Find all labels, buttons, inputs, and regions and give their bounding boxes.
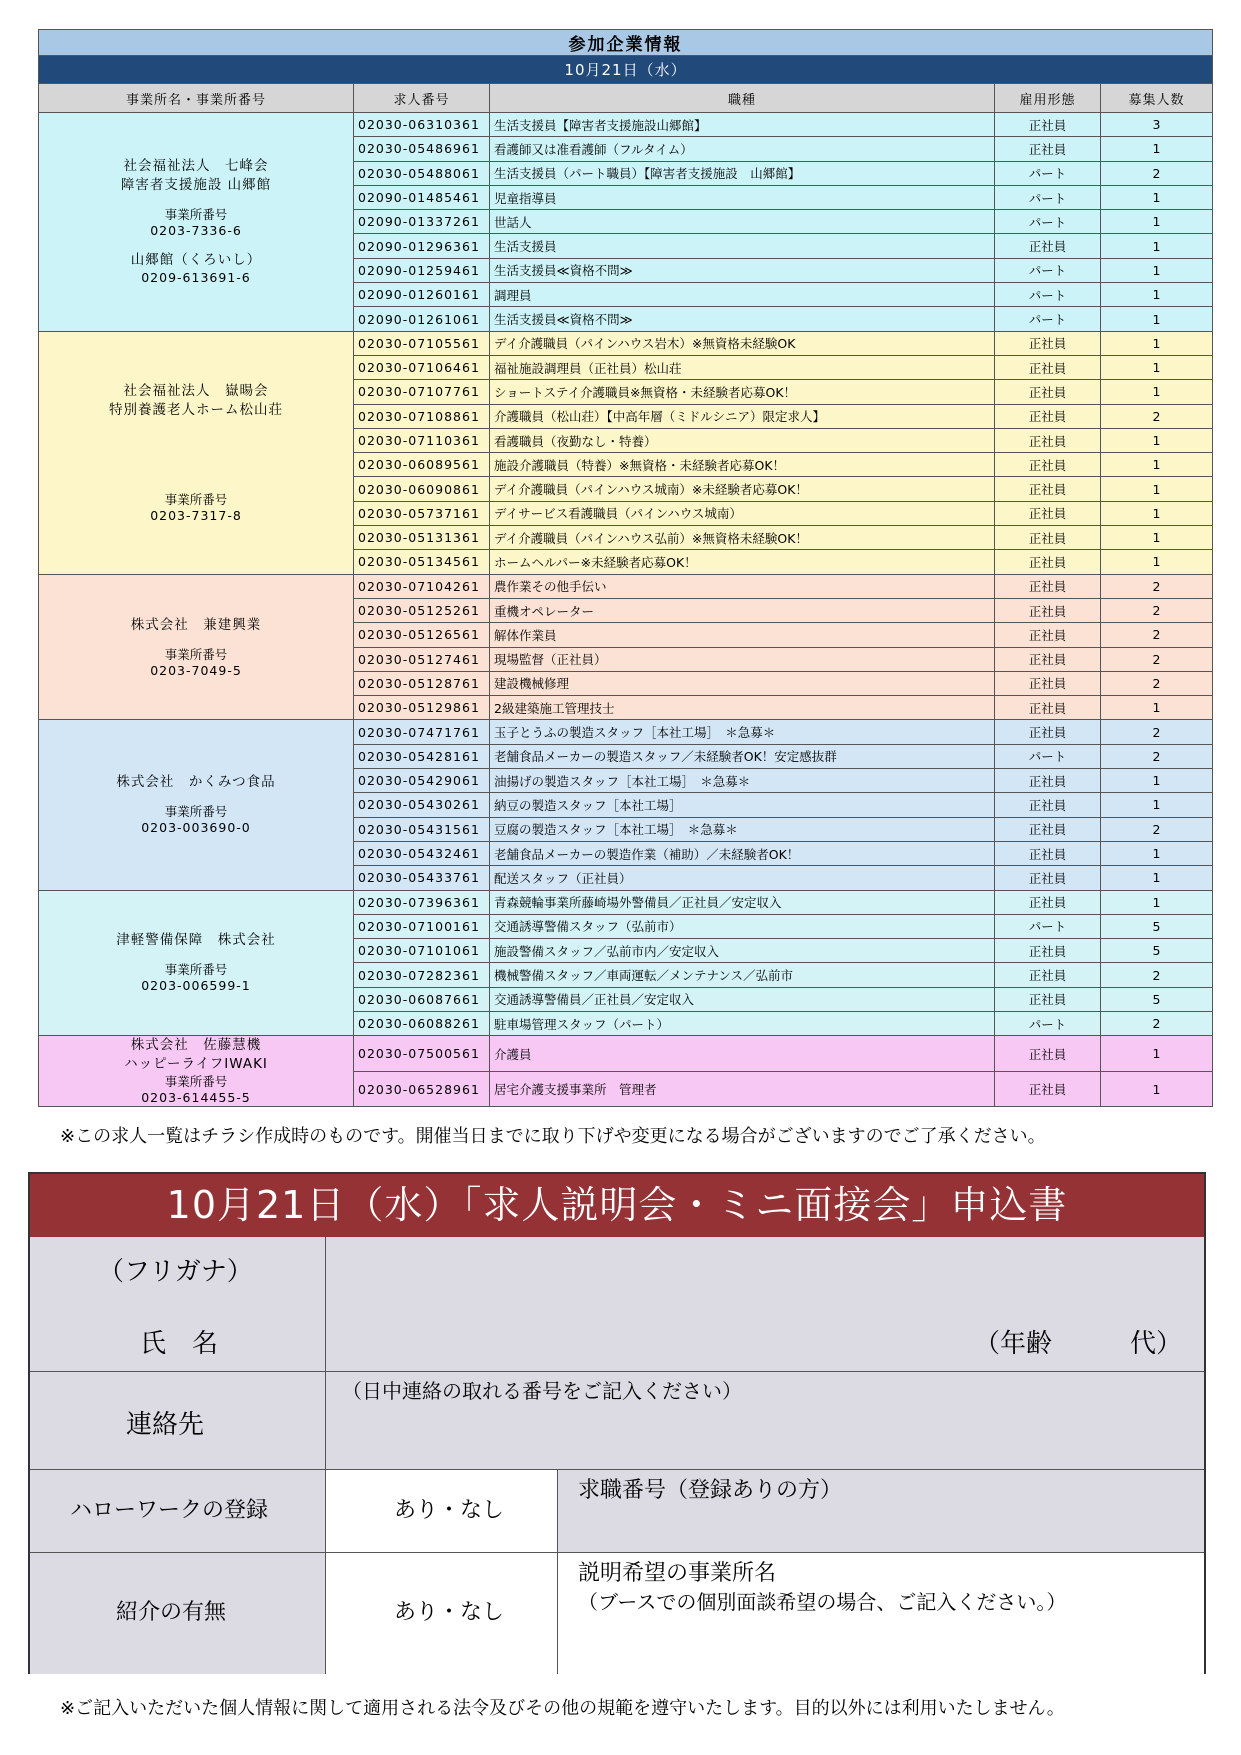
table-row: [39, 720, 1213, 744]
openings-count: 2: [1101, 671, 1213, 695]
job-number: 02030-07106461: [354, 355, 490, 379]
openings-count: 1: [1101, 696, 1213, 720]
job-number: 02090-01337261: [354, 210, 490, 234]
employment-type: 正社員: [995, 841, 1101, 865]
job-number: 02030-06089561: [354, 453, 490, 477]
column-header-openings: 募集人数: [1101, 84, 1213, 113]
job-number: 02090-01260161: [354, 283, 490, 307]
job-title: 農作業その他手伝い: [490, 574, 995, 598]
openings-count: 2: [1101, 623, 1213, 647]
job-seeker-number-field[interactable]: [558, 1470, 1204, 1553]
openings-count: 2: [1101, 963, 1213, 987]
employment-type: 正社員: [995, 574, 1101, 598]
openings-count: 2: [1101, 744, 1213, 768]
job-title: デイ介護職員（パインハウス弘前）※無資格未経験OK！: [490, 526, 995, 550]
employment-type: 正社員: [995, 987, 1101, 1011]
employer-group: [39, 720, 1213, 890]
openings-count: 2: [1101, 720, 1213, 744]
office-number: 0203-7336-6: [150, 223, 242, 239]
preferred-office-hint: （ブースでの個別面談希望の場合、ご記入ください。）: [578, 1590, 1067, 1614]
openings-count: 5: [1101, 914, 1213, 938]
openings-count: 1: [1101, 453, 1213, 477]
contact-label: 連絡先: [126, 1410, 205, 1440]
job-number: 02030-07110361: [354, 428, 490, 452]
job-listing-table: [38, 29, 1213, 1107]
job-title: 生活支援員【障害者支援施設山郷館】: [490, 113, 995, 137]
job-number: 02030-05131361: [354, 526, 490, 550]
office-number: 0203-614455-5: [141, 1090, 251, 1106]
disclaimer-note: ※この求人一覧はチラシ作成時のものです。開催当日までに取り下げや変更になる場合がございますのでご了承ください。: [60, 1126, 1046, 1147]
employer-cell: [39, 113, 354, 332]
job-title: 生活支援員≪資格不問≫: [490, 258, 995, 282]
openings-count: 1: [1101, 890, 1213, 914]
employer-group: [39, 574, 1213, 720]
table-row: [39, 1036, 1213, 1072]
job-number: 02030-05125261: [354, 598, 490, 622]
section-title: 参加企業情報: [39, 30, 1213, 56]
job-title: 世話人: [490, 210, 995, 234]
employment-type: パート: [995, 185, 1101, 209]
job-title: 生活支援員≪資格不問≫: [490, 307, 995, 331]
job-number: 02030-05127461: [354, 647, 490, 671]
table-row: [39, 574, 1213, 598]
job-number: 02030-07471761: [354, 720, 490, 744]
job-title: 看護師又は准看護師（フルタイム）: [490, 137, 995, 161]
employment-type: パート: [995, 210, 1101, 234]
job-title: 現場監督（正社員）: [490, 647, 995, 671]
name-label: 氏 名: [140, 1329, 219, 1359]
employment-type: 正社員: [995, 647, 1101, 671]
employment-type: パート: [995, 914, 1101, 938]
job-number: 02030-05737161: [354, 501, 490, 525]
openings-count: 1: [1101, 841, 1213, 865]
job-title: 老舗食品メーカーの製造作業（補助）／未経験者OK！: [490, 841, 995, 865]
employment-type: 正社員: [995, 671, 1101, 695]
office-number: 0203-003690-0: [141, 820, 251, 836]
job-number: 02030-07396361: [354, 890, 490, 914]
employer-cell: [39, 331, 354, 574]
employment-type: 正社員: [995, 453, 1101, 477]
openings-count: 2: [1101, 574, 1213, 598]
column-header-job-number: 求人番号: [354, 84, 490, 113]
name-input-field[interactable]: [326, 1237, 1204, 1372]
job-title: 駐車場管理スタッフ（パート）: [490, 1011, 995, 1035]
employment-type: 正社員: [995, 404, 1101, 428]
openings-count: 1: [1101, 428, 1213, 452]
employer-cell: [39, 720, 354, 890]
job-title: ホームヘルパー※未経験者応募OK！: [490, 550, 995, 574]
referral-label: 紹介の有無: [116, 1600, 227, 1625]
name-label-cell: [30, 1237, 326, 1372]
job-title: 施設介護職員（特養）※無資格・未経験者応募OK！: [490, 453, 995, 477]
openings-count: 1: [1101, 477, 1213, 501]
furigana-label: （フリガナ）: [98, 1257, 253, 1287]
employer-group: [39, 331, 1213, 574]
employment-type: 正社員: [995, 113, 1101, 137]
contact-input-field[interactable]: [326, 1372, 1204, 1470]
openings-count: 1: [1101, 210, 1213, 234]
job-number: 02030-05126561: [354, 623, 490, 647]
openings-count: 2: [1101, 817, 1213, 841]
employment-type: 正社員: [995, 890, 1101, 914]
openings-count: 1: [1101, 380, 1213, 404]
column-header-employment-type: 雇用形態: [995, 84, 1101, 113]
job-title: 油揚げの製造スタッフ［本社工場］ ＊急募＊: [490, 769, 995, 793]
employer-name: 株式会社 兼建興業: [130, 616, 262, 633]
job-number: 02030-07500561: [354, 1036, 490, 1072]
employment-type: 正社員: [995, 428, 1101, 452]
job-number: 02030-07101061: [354, 939, 490, 963]
employment-type: 正社員: [995, 477, 1101, 501]
employment-type: 正社員: [995, 501, 1101, 525]
employment-type: 正社員: [995, 331, 1101, 355]
referral-choice: あり・なし: [394, 1600, 505, 1625]
sub-office-name: 山郷館（くろいし）: [130, 252, 262, 269]
openings-count: 1: [1101, 331, 1213, 355]
hellowork-label: ハローワークの登録: [70, 1498, 269, 1523]
column-header-job-title: 職種: [490, 84, 995, 113]
openings-count: 1: [1101, 307, 1213, 331]
openings-count: 1: [1101, 185, 1213, 209]
employer-cell: [39, 890, 354, 1036]
privacy-note: ※ご記入いただいた個人情報に関して適用される法令及びその他の規範を遵守いたします。目的以外には利用いたしません。: [60, 1698, 1065, 1719]
openings-count: 1: [1101, 1071, 1213, 1107]
office-number-label: 事業所番号: [164, 491, 228, 507]
employment-type: 正社員: [995, 598, 1101, 622]
openings-count: 3: [1101, 113, 1213, 137]
employer-name: 特別養護老人ホーム松山荘: [109, 401, 283, 418]
openings-count: 5: [1101, 939, 1213, 963]
openings-count: 1: [1101, 234, 1213, 258]
hellowork-choice-cell[interactable]: [326, 1470, 558, 1553]
date-band: 10月21日（水）: [39, 56, 1213, 84]
referral-label-cell: [30, 1553, 326, 1674]
job-title: 機械警備スタッフ／車両運転／メンテナンス／弘前市: [490, 963, 995, 987]
employer-name: 株式会社 佐藤慧機: [130, 1037, 262, 1054]
job-title: 調理員: [490, 283, 995, 307]
openings-count: 1: [1101, 1036, 1213, 1072]
openings-count: 1: [1101, 866, 1213, 890]
job-title: ショートステイ介護職員※無資格・未経験者応募OK！: [490, 380, 995, 404]
job-title: 福祉施設調理員（正社員）松山荘: [490, 355, 995, 379]
employer-name: ハッピーライフIWAKI: [124, 1056, 268, 1073]
preferred-office-field[interactable]: [558, 1553, 1204, 1674]
age-label: （年齢 代）: [973, 1329, 1182, 1359]
application-form: [28, 1172, 1206, 1674]
job-title: デイサービス看護職員（パインハウス城南）: [490, 501, 995, 525]
referral-choice-cell[interactable]: [326, 1553, 558, 1674]
preferred-office-label: 説明希望の事業所名: [578, 1561, 777, 1586]
office-number: 0203-7317-8: [150, 507, 242, 523]
job-title: 納豆の製造スタッフ［本社工場］: [490, 793, 995, 817]
job-title: 建設機械修理: [490, 671, 995, 695]
employment-type: 正社員: [995, 817, 1101, 841]
job-title: 交通誘導警備員／正社員／安定収入: [490, 987, 995, 1011]
job-title: 豆腐の製造スタッフ［本社工場］ ＊急募＊: [490, 817, 995, 841]
openings-count: 1: [1101, 526, 1213, 550]
employer-group: [39, 1036, 1213, 1107]
form-title: 10月21日（水）「求人説明会・ミニ面接会」申込書: [30, 1174, 1204, 1237]
job-number: 02030-07100161: [354, 914, 490, 938]
openings-count: 1: [1101, 550, 1213, 574]
employment-type: パート: [995, 161, 1101, 185]
employer-cell: [39, 574, 354, 720]
sub-office-number: 0209-613691-6: [141, 270, 251, 286]
employment-type: パート: [995, 283, 1101, 307]
employment-type: 正社員: [995, 623, 1101, 647]
employment-type: 正社員: [995, 355, 1101, 379]
contact-hint: （日中連絡の取れる番号をご記入ください）: [342, 1379, 742, 1403]
openings-count: 2: [1101, 598, 1213, 622]
office-number: 0203-006599-1: [141, 978, 251, 994]
openings-count: 2: [1101, 404, 1213, 428]
employment-type: 正社員: [995, 1071, 1101, 1107]
employment-type: 正社員: [995, 963, 1101, 987]
job-number: 02030-07105561: [354, 331, 490, 355]
openings-count: 2: [1101, 647, 1213, 671]
openings-count: 2: [1101, 1011, 1213, 1035]
employment-type: 正社員: [995, 720, 1101, 744]
job-title: 介護職員（松山荘）【中高年層（ミドルシニア）限定求人】: [490, 404, 995, 428]
employer-name: 社会福祉法人 嶽暘会: [123, 382, 269, 399]
job-number: 02030-07107761: [354, 380, 490, 404]
office-number: 0203-7049-5: [150, 662, 242, 678]
job-number: 02030-05134561: [354, 550, 490, 574]
openings-count: 1: [1101, 793, 1213, 817]
office-number-label: 事業所番号: [164, 207, 228, 223]
job-title: 2級建築施工管理技士: [490, 696, 995, 720]
office-number-label: 事業所番号: [164, 804, 228, 820]
job-number: 02030-05429061: [354, 769, 490, 793]
job-number: 02090-01296361: [354, 234, 490, 258]
employment-type: 正社員: [995, 234, 1101, 258]
job-title: デイ介護職員（パインハウス岩木）※無資格未経験OK: [490, 331, 995, 355]
employment-type: 正社員: [995, 137, 1101, 161]
job-title: 交通誘導警備スタッフ（弘前市）: [490, 914, 995, 938]
job-title: 配送スタッフ（正社員）: [490, 866, 995, 890]
employment-type: 正社員: [995, 526, 1101, 550]
employer-group: [39, 113, 1213, 332]
openings-count: 1: [1101, 501, 1213, 525]
job-number: 02030-06087661: [354, 987, 490, 1011]
job-title: 看護職員（夜勤なし・特養）: [490, 428, 995, 452]
job-number: 02090-01261061: [354, 307, 490, 331]
job-title: 児童指導員: [490, 185, 995, 209]
job-number: 02030-06310361: [354, 113, 490, 137]
openings-count: 5: [1101, 987, 1213, 1011]
employment-type: パート: [995, 744, 1101, 768]
employment-type: 正社員: [995, 793, 1101, 817]
job-seeker-number-label: 求職番号（登録ありの方）: [578, 1478, 843, 1503]
office-number-label: 事業所番号: [164, 962, 228, 978]
employer-name: 障害者支援施設 山郷館: [120, 177, 272, 194]
job-number: 02090-01259461: [354, 258, 490, 282]
job-title: 介護員: [490, 1036, 995, 1072]
employer-name: 株式会社 かくみつ食品: [116, 774, 276, 791]
job-title: 玉子とうふの製造スタッフ［本社工場］ ＊急募＊: [490, 720, 995, 744]
job-number: 02030-06090861: [354, 477, 490, 501]
job-number: 02030-05433761: [354, 866, 490, 890]
job-number: 02030-05432461: [354, 841, 490, 865]
job-title: 生活支援員: [490, 234, 995, 258]
job-number: 02030-05428161: [354, 744, 490, 768]
job-number: 02030-05129861: [354, 696, 490, 720]
job-number: 02030-05128761: [354, 671, 490, 695]
employer-name: 社会福祉法人 七峰会: [123, 158, 269, 175]
job-number: 02030-07104261: [354, 574, 490, 598]
job-number: 02030-05430261: [354, 793, 490, 817]
job-title: 居宅介護支援事業所 管理者: [490, 1071, 995, 1107]
employment-type: 正社員: [995, 939, 1101, 963]
contact-label-cell: [30, 1372, 326, 1470]
openings-count: 1: [1101, 355, 1213, 379]
employer-cell: [39, 1036, 354, 1107]
employment-type: 正社員: [995, 769, 1101, 793]
openings-count: 2: [1101, 161, 1213, 185]
openings-count: 1: [1101, 769, 1213, 793]
job-title: デイ介護職員（パインハウス城南）※未経験者応募OK！: [490, 477, 995, 501]
employment-type: 正社員: [995, 866, 1101, 890]
job-title: 老舗食品メーカーの製造スタッフ／未経験者OK！安定感抜群: [490, 744, 995, 768]
job-number: 02030-07282361: [354, 963, 490, 987]
job-number: 02030-06088261: [354, 1011, 490, 1035]
job-number: 02030-07108861: [354, 404, 490, 428]
job-title: 施設警備スタッフ／弘前市内／安定収入: [490, 939, 995, 963]
job-title: 解体作業員: [490, 623, 995, 647]
employer-group: [39, 890, 1213, 1036]
column-header-employer: 事業所名・事業所番号: [39, 84, 354, 113]
office-number-label: 事業所番号: [164, 1074, 228, 1090]
hellowork-choice: あり・なし: [394, 1498, 505, 1523]
employment-type: 正社員: [995, 1036, 1101, 1072]
job-number: 02090-01485461: [354, 185, 490, 209]
openings-count: 1: [1101, 283, 1213, 307]
openings-count: 1: [1101, 258, 1213, 282]
office-number-label: 事業所番号: [164, 646, 228, 662]
employment-type: パート: [995, 258, 1101, 282]
employment-type: 正社員: [995, 696, 1101, 720]
employment-type: 正社員: [995, 380, 1101, 404]
employment-type: パート: [995, 307, 1101, 331]
table-row: [39, 331, 1213, 355]
employment-type: パート: [995, 1011, 1101, 1035]
job-title: 重機オペレーター: [490, 598, 995, 622]
employer-name: 津軽警備保障 株式会社: [116, 932, 276, 949]
job-title: 生活支援員（パート職員）【障害者支援施設 山郷館】: [490, 161, 995, 185]
openings-count: 1: [1101, 137, 1213, 161]
employment-type: 正社員: [995, 550, 1101, 574]
job-title: 青森競輪事業所藤崎場外警備員／正社員／安定収入: [490, 890, 995, 914]
hellowork-label-cell: [30, 1470, 326, 1553]
job-number: 02030-05488061: [354, 161, 490, 185]
table-row: [39, 890, 1213, 914]
job-number: 02030-05486961: [354, 137, 490, 161]
table-row: [39, 113, 1213, 137]
job-number: 02030-06528961: [354, 1071, 490, 1107]
job-number: 02030-05431561: [354, 817, 490, 841]
